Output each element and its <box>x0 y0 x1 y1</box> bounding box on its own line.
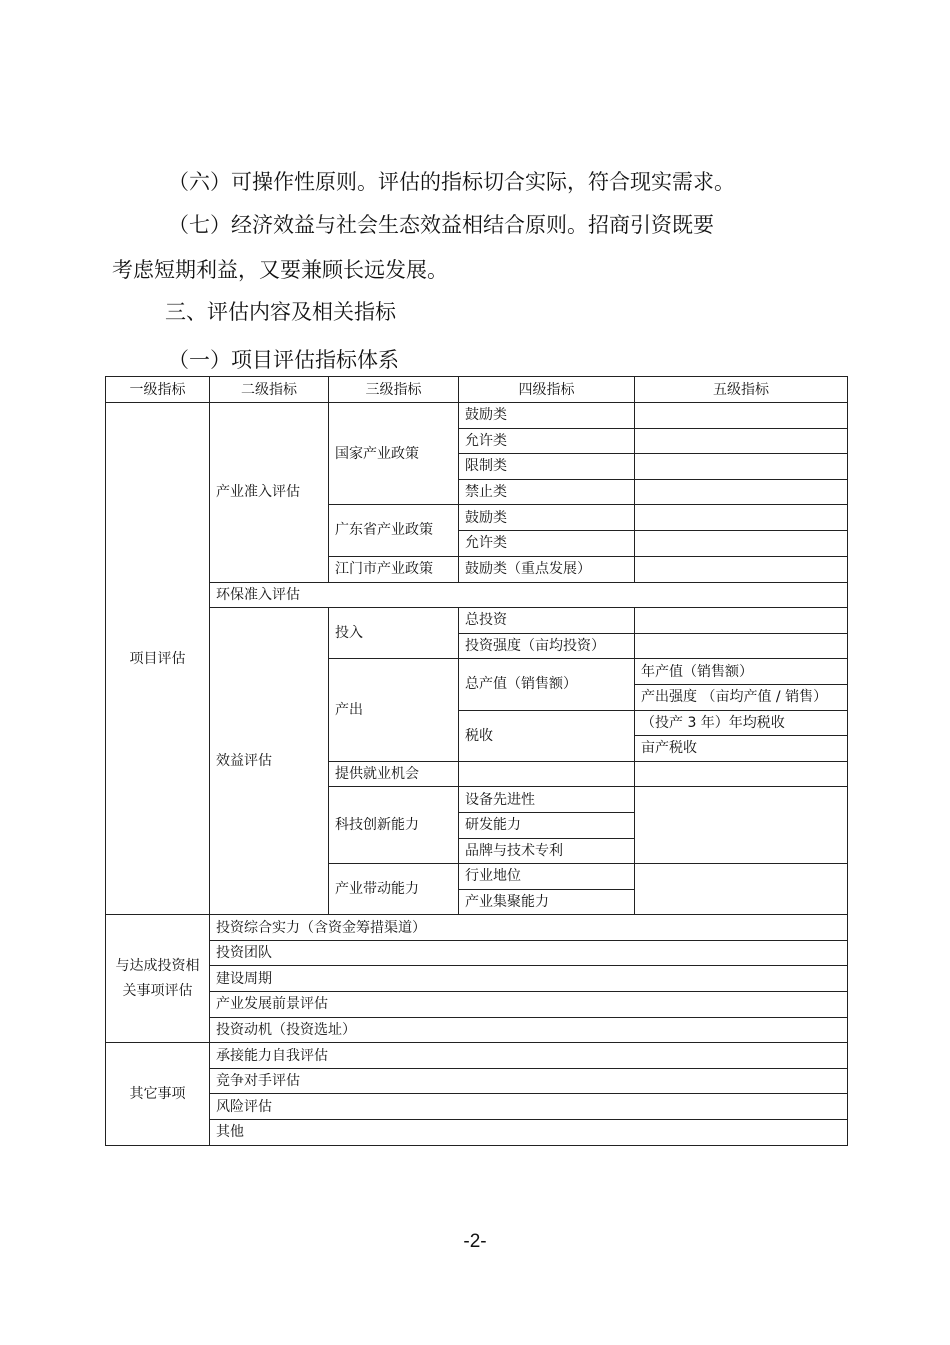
header-cell: 三级指标 <box>329 377 459 403</box>
header-cell: 一级指标 <box>106 377 210 403</box>
table-row <box>106 1068 848 1094</box>
l2-related-item: 产业发展前景评估 <box>210 992 848 1018</box>
l5-cell: （投产 3 年）年均税收 <box>635 710 848 736</box>
l5-cell <box>635 403 848 429</box>
l2-benefit: 效益评估 <box>210 608 329 915</box>
l5-cell <box>635 505 848 531</box>
l5-cell <box>635 761 848 787</box>
l2-other-item: 风险评估 <box>210 1094 848 1120</box>
l5-cell <box>635 454 848 480</box>
l4-cell: 研发能力 <box>459 812 635 838</box>
l2-other-item: 其他 <box>210 1120 848 1146</box>
l4-cell: 设备先进性 <box>459 787 635 813</box>
table-row <box>106 915 848 941</box>
l5-cell <box>635 556 848 582</box>
subsection-heading: （一）项目评估指标体系 <box>168 348 399 372</box>
l5-cell <box>635 787 848 864</box>
l4-cell: 允许类 <box>459 428 635 454</box>
section-heading: 三、评估内容及相关指标 <box>165 300 396 324</box>
l2-related-item: 投资动机（投资选址） <box>210 1017 848 1043</box>
l2-related-item: 建设周期 <box>210 966 848 992</box>
table-row <box>106 1017 848 1043</box>
l5-cell <box>635 530 848 556</box>
l2-other-item: 承接能力自我评估 <box>210 1043 848 1069</box>
paragraph-principle-7-line2: 考虑短期利益，又要兼顾长远发展。 <box>112 258 448 282</box>
table-row <box>106 582 848 608</box>
l5-cell <box>635 428 848 454</box>
l5-cell: 年产值（销售额） <box>635 659 848 685</box>
paragraph-principle-6: （六）可操作性原则。评估的指标切合实际，符合现实需求。 <box>168 170 735 194</box>
l3-jobs: 提供就业机会 <box>329 761 459 787</box>
l4-cell: 品牌与技术专利 <box>459 838 635 864</box>
l3-jiangmen-policy: 江门市产业政策 <box>329 556 459 582</box>
l3-drive: 产业带动能力 <box>329 864 459 915</box>
table-row <box>106 608 848 634</box>
l3-input: 投入 <box>329 608 459 659</box>
header-cell: 二级指标 <box>210 377 329 403</box>
l1-related: 与达成投资相关事项评估 <box>106 915 210 1043</box>
l3-output: 产出 <box>329 659 459 761</box>
l3-tech: 科技创新能力 <box>329 787 459 864</box>
table-row <box>106 966 848 992</box>
l4-cell: 税收 <box>459 710 635 761</box>
l5-cell: 亩产税收 <box>635 736 848 762</box>
l2-related-item: 投资团队 <box>210 940 848 966</box>
l4-cell: 产业集聚能力 <box>459 889 635 915</box>
l5-cell: 产出强度 （亩均产值 / 销售） <box>635 684 848 710</box>
l4-cell <box>459 761 635 787</box>
table-row <box>106 403 848 429</box>
paragraph-principle-7-line1: （七）经济效益与社会生态效益相结合原则。招商引资既要 <box>168 213 714 237</box>
table-row <box>106 1120 848 1146</box>
header-cell: 四级指标 <box>459 377 635 403</box>
l5-cell <box>635 633 848 659</box>
l4-cell: 鼓励类 <box>459 403 635 429</box>
l3-national-policy: 国家产业政策 <box>329 403 459 505</box>
l4-cell: 总投资 <box>459 608 635 634</box>
l5-cell <box>635 608 848 634</box>
l4-cell: 鼓励类（重点发展） <box>459 556 635 582</box>
l2-env-access: 环保准入评估 <box>210 582 848 608</box>
l5-cell <box>635 864 848 915</box>
table-row <box>106 992 848 1018</box>
l1-project: 项目评估 <box>106 403 210 915</box>
header-cell: 五级指标 <box>635 377 848 403</box>
table-header-row <box>106 377 848 403</box>
page-number: -2- <box>463 1231 487 1252</box>
l4-cell: 总产值（销售额） <box>459 659 635 710</box>
l1-other: 其它事项 <box>106 1043 210 1145</box>
l4-cell: 限制类 <box>459 454 635 480</box>
l2-industry-access: 产业准入评估 <box>210 403 329 583</box>
l4-cell: 投资强度（亩均投资） <box>459 633 635 659</box>
indicator-table <box>105 376 848 1146</box>
l4-cell: 行业地位 <box>459 864 635 890</box>
table-row <box>106 1094 848 1120</box>
table-row <box>106 1043 848 1069</box>
l4-cell: 允许类 <box>459 530 635 556</box>
l3-guangdong-policy: 广东省产业政策 <box>329 505 459 556</box>
l4-cell: 鼓励类 <box>459 505 635 531</box>
l4-cell: 禁止类 <box>459 479 635 505</box>
l5-cell <box>635 479 848 505</box>
l2-related-item: 投资综合实力（含资金筹措渠道） <box>210 915 848 941</box>
table-row <box>106 940 848 966</box>
l2-other-item: 竞争对手评估 <box>210 1068 848 1094</box>
